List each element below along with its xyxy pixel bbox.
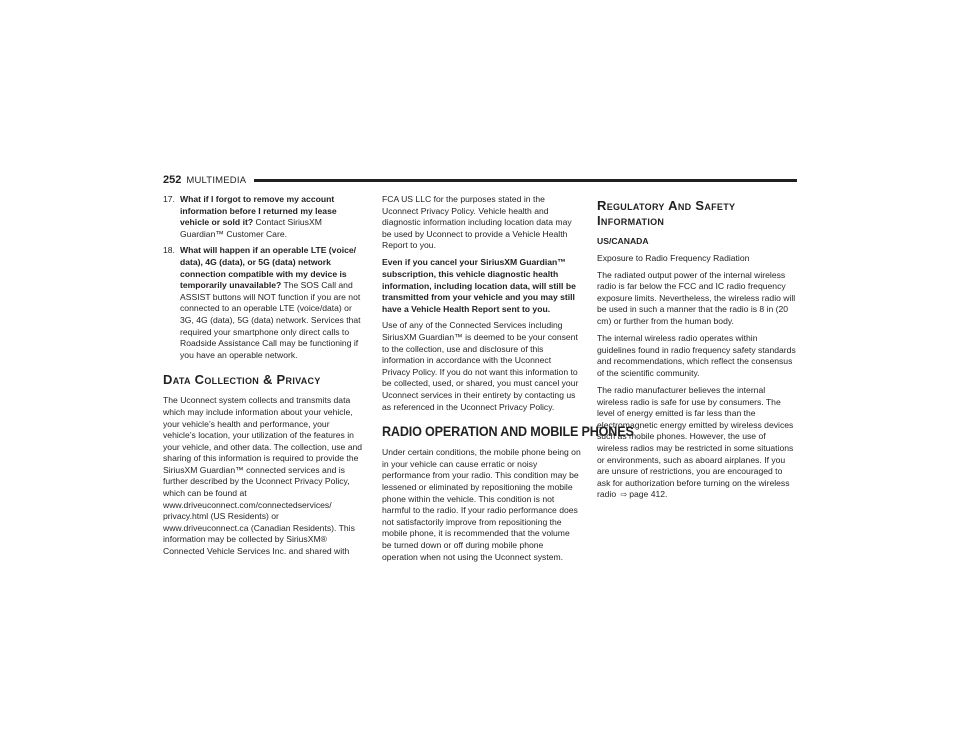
regulatory-heading-line1: Regulatory And Safety bbox=[597, 198, 736, 213]
radio-operation-paragraph: Under certain conditions, the mobile phone being on in your vehicle can cause erratic or noisy performance from your radio. This condition may be lessened or eliminated by repositioning the mobile phone within the vehicle. This condition is not harmful to the radio. If your radio performance does not satisfactorily improve from repositioning the mobile phone, it is recommended that the volume be turned down or off during mobile phone operation when not using the Uconnect system. bbox=[382, 447, 581, 562]
section-label: MULTIMEDIA bbox=[186, 174, 247, 186]
regulatory-heading-line2: Information bbox=[597, 213, 665, 228]
page-number: 252 bbox=[163, 174, 182, 186]
privacy-paragraph: FCA US LLC for the purposes stated in the Uconnect Privacy Policy. Vehicle health and diagnostic information including location data may be used by Uconnect to provide a Vehicle Health Report to you. bbox=[382, 194, 572, 251]
faq-number: 17. bbox=[163, 194, 175, 204]
output-power-paragraph: The radiated output power of the internal wireless radio is far below the FCC and IC radio frequency exposure limits. Nevertheless, the wireless radio will be used in such a manner that the radio is 8 in (20 cm) or further from the human body. bbox=[597, 269, 796, 327]
region-subheading: US/CANADA bbox=[597, 236, 649, 246]
radio-operation-heading: RADIO OPERATION AND MOBILE PHONES bbox=[382, 423, 634, 440]
data-collection-paragraph: The Uconnect system collects and transmits data which may include information about your vehicle, your vehicle’s health and performance, your vehicle’s location, your utilization of the features in your vehicle, and other data. The collection, use and sharing of this information is required to provide the SiriusXM Guardian™ connected services and is further described by the Uconnect Privacy Policy, which can be found at www.driveuconnect.com/connectedservices/ privacy.html (US Residents) or www.driveuconnect.ca (Canadian Residents). This information may be collected by SiriusXM® Connected Vehicle Services Inc. and shared with bbox=[163, 395, 363, 557]
guidelines-paragraph: The internal wireless radio operates within guidelines found in radio frequency safety standards and recommendations, which reflect the consensus of the scientific community. bbox=[597, 333, 796, 378]
cancel-notice: Even if you cancel your SiriusXM Guardian™ subscription, this vehicle diagnostic health information, including location data, will still be transmitted from your vehicle and you may still have a Vehicle Health Report sent to you. bbox=[382, 257, 576, 314]
column-3 bbox=[597, 194, 797, 506]
faq-item-18 bbox=[163, 245, 363, 361]
faq-answer: The SOS Call and ASSIST buttons will NOT function if you are not connected to an operable LTE (voice/data) or 3G, 4G (data), 5G (data) network. Services that required your smartphone only direct calls to Roadside Assistance Call may be functioning if you have an operable network. bbox=[180, 280, 361, 360]
regulatory-heading bbox=[597, 198, 797, 228]
faq-item-17 bbox=[163, 194, 363, 240]
page-reference-arrow-icon: ⇨ bbox=[620, 490, 628, 500]
faq-number: 18. bbox=[163, 245, 175, 256]
data-collection-heading: Data Collection & Privacy bbox=[163, 372, 321, 388]
faq-question: What if I forgot to remove my account information before I returned my lease vehicle or sold it? bbox=[180, 194, 337, 228]
faq-answer: Contact SiriusXM Guardian™ Customer Care. bbox=[180, 217, 322, 239]
safety-paragraph: The radio manufacturer believes the internal wireless radio is safe for use by consumers. The level of energy emitted is far less than the electromagnetic energy emitted by wireless devices such as mobile phones. However, the use of wireless radios may be restricted in some situations or environments, such as aboard airplanes. If you are unsure of restrictions, you are encouraged to ask for authorization before turning on the wireless radio ⇨ page 412. bbox=[597, 385, 794, 500]
faq-question: What will happen if an operable LTE (voice/ data), 4G (data), or 5G (data) network connection compatible with my device is temporarily unavailable? bbox=[180, 245, 357, 291]
consent-paragraph: Use of any of the Connected Services including SiriusXM Guardian™ is deemed to be your consent to the collection, use and disclosure of this information in accordance with the Uconnect Privacy Policy. If you do not want this information to be collected, used, or shared, you must cancel your Uconnect services in their entirety by contacting us as referenced in the Uconnect Privacy Policy. bbox=[382, 320, 579, 412]
page-header bbox=[163, 172, 797, 188]
exposure-title: Exposure to Radio Frequency Radiation bbox=[597, 252, 750, 263]
column-1 bbox=[163, 194, 363, 563]
header-rule bbox=[254, 179, 797, 182]
page-reference[interactable]: page 412. bbox=[629, 489, 668, 500]
